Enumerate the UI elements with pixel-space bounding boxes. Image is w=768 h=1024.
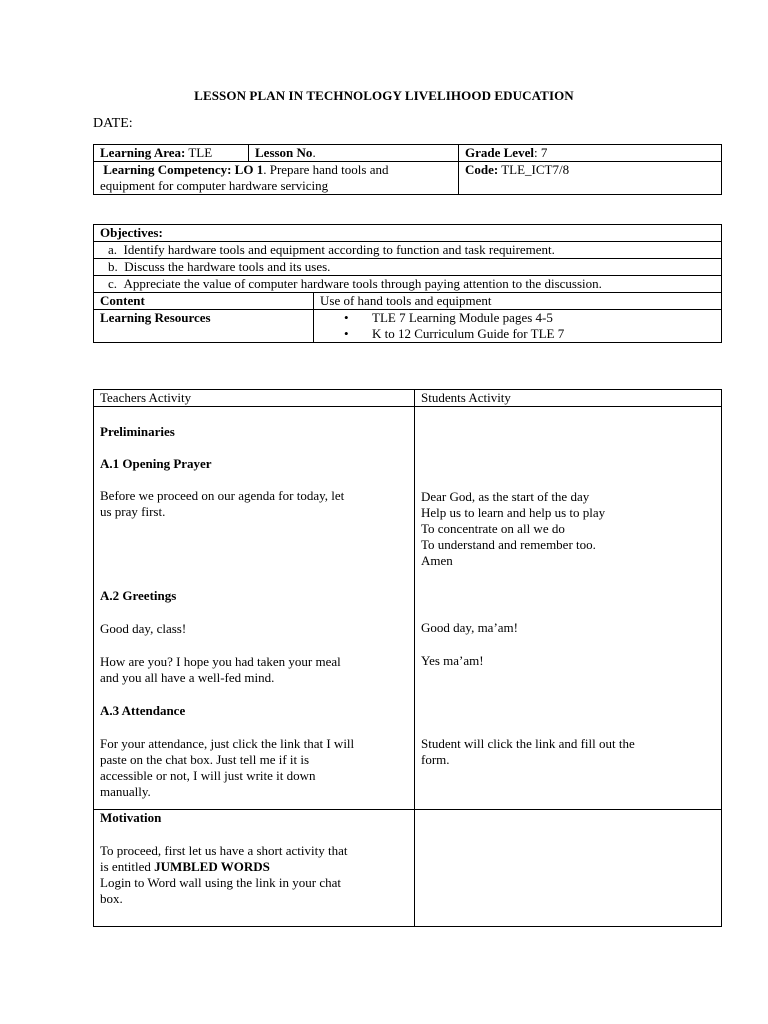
date-label: DATE: (93, 116, 133, 131)
document-title: LESSON PLAN IN TECHNOLOGY LIVELIHOOD EDUCATION (194, 88, 574, 103)
competency-cell: Learning Competency: LO 1. Prepare hand tools and equipment for computer hardware servicing (94, 162, 459, 195)
teachers-activity-header: Teachers Activity (94, 390, 415, 407)
teachers-preliminaries-cell: Preliminaries A.1 Opening Prayer Before we proceed on our agenda for today, let us pray first. A.2 Greetings Good day, class! How are you? I hope you had taken your meal and you all have a well-fed mind. A.3 Attendance For your attendance, just click the link that I will paste on the chat box. Just tell me if it is accessible or not, I will just write it down manually. (94, 407, 415, 810)
objective-item: c. Appreciate the value of computer hardware tools through paying attention to the discussion. (94, 276, 722, 293)
lesson-info-table (93, 144, 722, 195)
content-value: Use of hand tools and equipment (314, 293, 722, 310)
resources-list (314, 310, 722, 343)
opening-prayer-heading: A.1 Opening Prayer (100, 456, 212, 471)
list-item: • K to 12 Curriculum Guide for TLE 7 (344, 326, 565, 341)
greetings-heading: A.2 Greetings (100, 588, 177, 603)
activity-table (93, 389, 722, 927)
objective-item: a. Identify hardware tools and equipment according to function and task requirement. (94, 242, 722, 259)
content-label: Content (94, 293, 314, 310)
code-cell: Code: TLE_ICT7/8 (459, 162, 722, 195)
motivation-heading: Motivation (100, 810, 162, 825)
attendance-heading: A.3 Attendance (100, 703, 186, 718)
objectives-label: Objectives: (94, 225, 722, 242)
motivation-cell: Motivation To proceed, first let us have a short activity that is entitled JUMBLED WORDS Login to Word wall using the link in your chat box. (94, 810, 415, 927)
objectives-table (93, 224, 722, 343)
students-activity-header: Students Activity (415, 390, 722, 407)
lesson-no-cell: Lesson No. (249, 145, 459, 162)
preliminaries-heading: Preliminaries (100, 424, 175, 439)
list-item: • TLE 7 Learning Module pages 4-5 (344, 310, 553, 325)
students-motivation-cell (415, 810, 722, 927)
resources-label: Learning Resources (94, 310, 314, 343)
students-preliminaries-cell: Dear God, as the start of the day Help us to learn and help us to play To concentrate on all we do To understand and remember too. Amen Good day, ma’am! Yes ma’am! Student will click the link and fill out the form. (415, 407, 722, 810)
learning-area-cell: Learning Area: TLE (94, 145, 249, 162)
objective-item: b. Discuss the hardware tools and its uses. (94, 259, 722, 276)
grade-level-cell: Grade Level: 7 (459, 145, 722, 162)
